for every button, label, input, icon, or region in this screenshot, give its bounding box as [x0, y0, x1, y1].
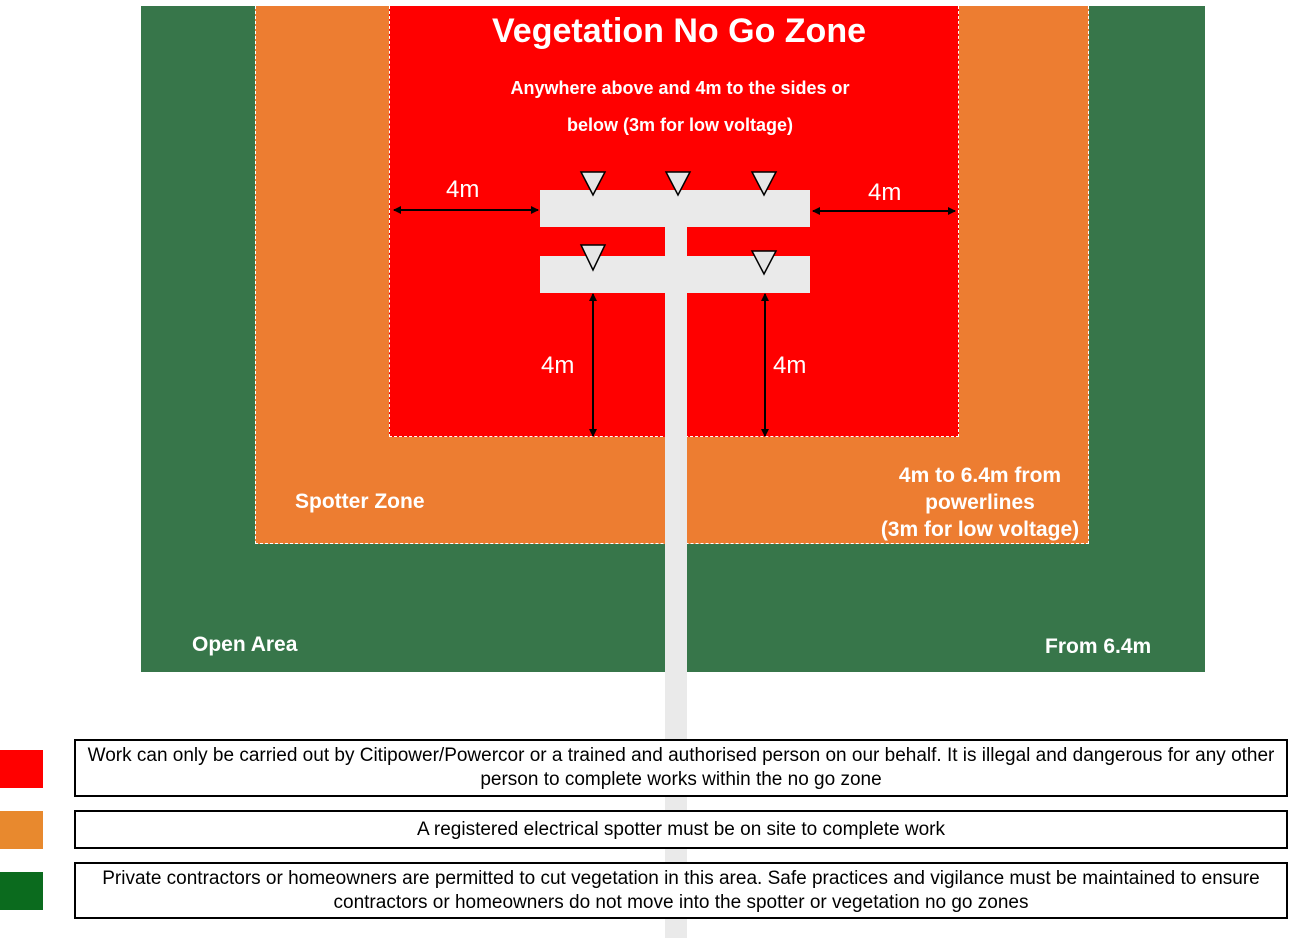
spotter-range-line-2: powerlines: [925, 491, 1035, 514]
legend-text-spotter: A registered electrical spotter must be on site to complete work: [74, 810, 1288, 849]
insulator-icon: [581, 172, 605, 195]
spotter-zone-range: [860, 462, 1100, 543]
insulator-icon: [581, 245, 605, 270]
dim-label-below-left: 4m: [541, 352, 575, 379]
no-go-zone-description: [440, 70, 920, 144]
legend-swatch-spotter: [0, 811, 43, 849]
spotter-range-line-1: 4m to 6.4m from: [898, 464, 1062, 487]
insulator-icon: [752, 172, 776, 195]
legend-swatch-open: [0, 872, 43, 910]
legend-swatch-no-go: [0, 750, 43, 788]
description-line-2: below (3m for low voltage): [566, 115, 794, 135]
insulator-icon: [666, 172, 690, 195]
dim-label-left: 4m: [446, 176, 480, 203]
dim-label-below-right: 4m: [773, 352, 807, 379]
legend-text-no-go: Work can only be carried out by Citipower/Powercor or a trained and authorised person on our behalf. It is illegal and dangerous for any other person to complete works within the no go zone: [74, 739, 1288, 797]
spotter-zone-label: Spotter Zone: [295, 490, 425, 513]
insulators: [581, 172, 776, 274]
dim-label-right: 4m: [868, 179, 902, 206]
open-area-range: From 6.4m: [1045, 635, 1152, 658]
no-go-zone-title: Vegetation No Go Zone: [491, 12, 867, 50]
spotter-range-line-3: (3m for low voltage): [880, 518, 1080, 541]
legend-text-open: Private contractors or homeowners are permitted to cut vegetation in this area. Safe practices and vigilance must be maintained to ensure contractors or homeowners do not move into the spotter or vegetation no go zones: [74, 862, 1288, 919]
open-area-label: Open Area: [192, 633, 298, 656]
insulator-icon: [752, 251, 776, 274]
description-line-1: Anywhere above and 4m to the sides or: [510, 78, 850, 98]
